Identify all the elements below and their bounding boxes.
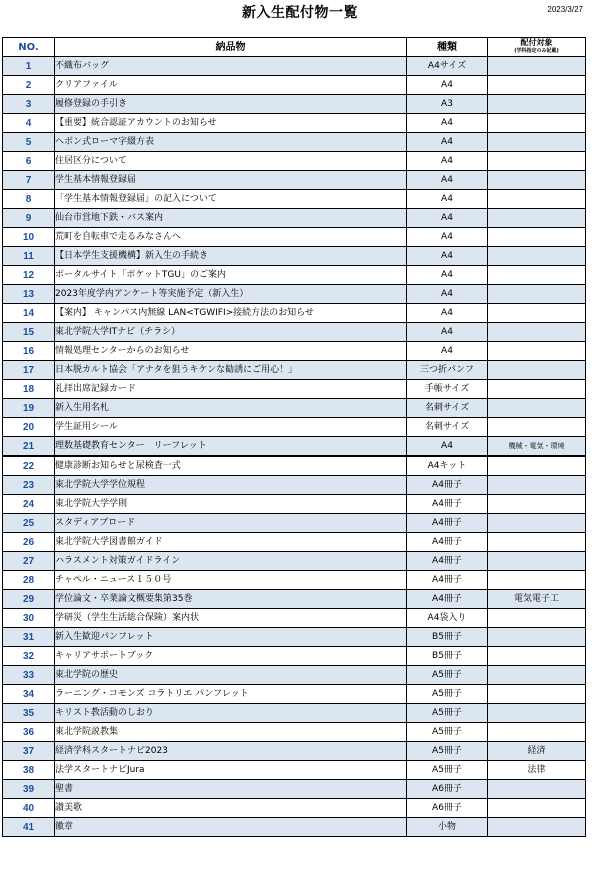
- row-item-kind: A5冊子: [407, 666, 488, 685]
- row-target: [488, 190, 586, 209]
- row-item-kind: 小物: [407, 818, 488, 837]
- row-item-kind: A4: [407, 342, 488, 361]
- row-item-kind: A4冊子: [407, 552, 488, 571]
- row-number: 25: [3, 514, 55, 533]
- table-row: [3, 685, 586, 704]
- row-item-name: 東北学院大学学則: [55, 495, 407, 514]
- distribution-table: [2, 37, 586, 837]
- row-target: [488, 171, 586, 190]
- row-number: 18: [3, 380, 55, 399]
- table-row: [3, 133, 586, 152]
- row-item-name: 東北学院説教集: [55, 723, 407, 742]
- row-item-kind: A4: [407, 247, 488, 266]
- row-item-name: 徽章: [55, 818, 407, 837]
- row-item-name: 学生基本情報登録届: [55, 171, 407, 190]
- row-target: 経済: [488, 742, 586, 761]
- row-item-kind: A4冊子: [407, 514, 488, 533]
- row-number: 4: [3, 114, 55, 133]
- row-item-name: 「学生基本情報登録届」の記入について: [55, 190, 407, 209]
- row-item-name: 仙台市営地下鉄・バス案内: [55, 209, 407, 228]
- row-item-kind: A4: [407, 209, 488, 228]
- table-row: [3, 304, 586, 323]
- table-row: [3, 285, 586, 304]
- table-row: [3, 171, 586, 190]
- row-item-name: 聖書: [55, 780, 407, 799]
- table-body: [3, 57, 586, 837]
- row-target: [488, 647, 586, 666]
- row-target: [488, 609, 586, 628]
- row-number: 32: [3, 647, 55, 666]
- row-item-kind: A5冊子: [407, 704, 488, 723]
- row-target: [488, 456, 586, 476]
- row-item-kind: A4: [407, 437, 488, 457]
- table-row: [3, 495, 586, 514]
- row-target: [488, 399, 586, 418]
- row-number: 2: [3, 76, 55, 95]
- row-target: [488, 704, 586, 723]
- row-item-kind: A4袋入り: [407, 609, 488, 628]
- table-row: [3, 114, 586, 133]
- row-number: 12: [3, 266, 55, 285]
- row-number: 41: [3, 818, 55, 837]
- row-number: 6: [3, 152, 55, 171]
- row-item-kind: 手帳サイズ: [407, 380, 488, 399]
- table-row: [3, 437, 586, 457]
- row-number: 35: [3, 704, 55, 723]
- row-target: [488, 228, 586, 247]
- table-row: [3, 95, 586, 114]
- row-item-kind: A5冊子: [407, 723, 488, 742]
- table-row: [3, 780, 586, 799]
- row-item-name: 【案内】 キャンパス内無線 LAN<TGWIFI>接続方法のお知らせ: [55, 304, 407, 323]
- row-number: 26: [3, 533, 55, 552]
- row-item-name: 学生証用シール: [55, 418, 407, 437]
- row-number: 34: [3, 685, 55, 704]
- row-target: [488, 799, 586, 818]
- row-item-kind: A4冊子: [407, 533, 488, 552]
- table-row: [3, 666, 586, 685]
- table-row: [3, 571, 586, 590]
- row-number: 39: [3, 780, 55, 799]
- table-row: [3, 514, 586, 533]
- row-item-kind: A4: [407, 285, 488, 304]
- row-target: [488, 552, 586, 571]
- row-target: [488, 114, 586, 133]
- row-item-name: チャペル・ニュース１５０号: [55, 571, 407, 590]
- table-row: [3, 380, 586, 399]
- row-item-name: 2023年度学内アンケート等実施予定（新入生）: [55, 285, 407, 304]
- row-target: [488, 323, 586, 342]
- row-item-name: 讃美歌: [55, 799, 407, 818]
- row-item-kind: A6冊子: [407, 799, 488, 818]
- table-row: [3, 323, 586, 342]
- table-row: [3, 799, 586, 818]
- table-row: [3, 818, 586, 837]
- table-row: [3, 761, 586, 780]
- row-number: 7: [3, 171, 55, 190]
- table-row: [3, 342, 586, 361]
- header-item: 納品物: [55, 38, 407, 57]
- row-item-kind: B5冊子: [407, 647, 488, 666]
- row-target: [488, 304, 586, 323]
- row-target: [488, 361, 586, 380]
- row-target: [488, 780, 586, 799]
- row-target: [488, 76, 586, 95]
- row-target: [488, 666, 586, 685]
- table-row: [3, 57, 586, 76]
- row-item-name: 理数基礎教育センター リーフレット: [55, 437, 407, 457]
- row-item-kind: A5冊子: [407, 761, 488, 780]
- table-row: [3, 361, 586, 380]
- row-item-name: 【重要】統合認証アカウントのお知らせ: [55, 114, 407, 133]
- row-item-kind: A4冊子: [407, 571, 488, 590]
- page-title: 新入生配付物一覧: [242, 5, 358, 21]
- row-target: [488, 133, 586, 152]
- row-item-name: キリスト教活動のしおり: [55, 704, 407, 723]
- header-kind: 種類: [407, 38, 488, 57]
- table-row: [3, 628, 586, 647]
- header-no: NO.: [3, 38, 55, 57]
- row-item-name: ラーニング・コモンズ コラトリエ パンフレット: [55, 685, 407, 704]
- row-item-kind: A4冊子: [407, 476, 488, 495]
- row-target: [488, 57, 586, 76]
- row-number: 14: [3, 304, 55, 323]
- row-item-kind: A4: [407, 228, 488, 247]
- row-item-name: 東北学院大学ITナビ（チラシ）: [55, 323, 407, 342]
- table-row: [3, 552, 586, 571]
- row-number: 10: [3, 228, 55, 247]
- row-item-kind: A4キット: [407, 456, 488, 476]
- row-item-name: 経済学科スタートナビ2023: [55, 742, 407, 761]
- row-target: [488, 685, 586, 704]
- row-item-kind: A4: [407, 76, 488, 95]
- row-item-name: 法学スタートナビJura: [55, 761, 407, 780]
- row-target: [488, 533, 586, 552]
- row-number: 28: [3, 571, 55, 590]
- table-row: [3, 190, 586, 209]
- row-item-name: 不織布バッグ: [55, 57, 407, 76]
- table-row: [3, 609, 586, 628]
- row-target: 電気電子工: [488, 590, 586, 609]
- row-number: 9: [3, 209, 55, 228]
- row-number: 23: [3, 476, 55, 495]
- row-item-kind: A4冊子: [407, 590, 488, 609]
- row-item-name: 【日本学生支援機構】新入生の手続き: [55, 247, 407, 266]
- header-target-note: (学科指定のみ記載): [514, 48, 559, 54]
- row-item-kind: A6冊子: [407, 780, 488, 799]
- row-number: 21: [3, 437, 55, 457]
- table-row: [3, 742, 586, 761]
- row-item-name: 日本脱カルト協会「アナタを狙うキケンな勧誘にご用心！」: [55, 361, 407, 380]
- row-target: [488, 285, 586, 304]
- row-target: [488, 266, 586, 285]
- row-target: [488, 95, 586, 114]
- row-number: 20: [3, 418, 55, 437]
- row-target: [488, 514, 586, 533]
- row-number: 11: [3, 247, 55, 266]
- row-item-kind: A3: [407, 95, 488, 114]
- row-number: 38: [3, 761, 55, 780]
- row-item-kind: A5冊子: [407, 685, 488, 704]
- row-item-name: キャリアサポートブック: [55, 647, 407, 666]
- table-row: [3, 209, 586, 228]
- row-number: 40: [3, 799, 55, 818]
- table-row: [3, 704, 586, 723]
- row-item-name: 学位論文・卒業論文概要集第35巻: [55, 590, 407, 609]
- row-item-kind: A4: [407, 171, 488, 190]
- header-target: [488, 38, 586, 57]
- table-row: [3, 76, 586, 95]
- row-target: [488, 342, 586, 361]
- table-row: [3, 476, 586, 495]
- row-target: [488, 152, 586, 171]
- row-item-kind: 三つ折パンフ: [407, 361, 488, 380]
- row-target: [488, 628, 586, 647]
- table-row: [3, 456, 586, 476]
- row-item-kind: A4: [407, 133, 488, 152]
- row-item-kind: A4: [407, 323, 488, 342]
- row-number: 13: [3, 285, 55, 304]
- row-item-name: 礼拝出席記録カード: [55, 380, 407, 399]
- row-item-name: ポータルサイト「ポケットTGU」のご案内: [55, 266, 407, 285]
- row-number: 16: [3, 342, 55, 361]
- row-item-name: 東北学院大学図書館ガイド: [55, 533, 407, 552]
- row-item-name: 情報処理センターからのお知らせ: [55, 342, 407, 361]
- row-number: 33: [3, 666, 55, 685]
- row-item-name: ヘボン式ローマ字綴方表: [55, 133, 407, 152]
- row-item-name: ハラスメント対策ガイドライン: [55, 552, 407, 571]
- table-row: [3, 266, 586, 285]
- row-item-name: 学研災（学生生活総合保険）案内状: [55, 609, 407, 628]
- row-item-kind: 名刺サイズ: [407, 418, 488, 437]
- table-header-row: [3, 38, 586, 57]
- table-row: [3, 152, 586, 171]
- row-number: 15: [3, 323, 55, 342]
- row-number: 5: [3, 133, 55, 152]
- row-target: [488, 495, 586, 514]
- row-target: [488, 418, 586, 437]
- row-number: 37: [3, 742, 55, 761]
- row-target: 機械・電気・環境: [488, 437, 586, 457]
- row-item-kind: A4: [407, 266, 488, 285]
- row-number: 31: [3, 628, 55, 647]
- row-item-name: 東北学院大学学位規程: [55, 476, 407, 495]
- row-item-kind: B5冊子: [407, 628, 488, 647]
- row-item-name: 新入生用名札: [55, 399, 407, 418]
- row-item-name: 健康診断お知らせと尿検査一式: [55, 456, 407, 476]
- row-item-kind: A4: [407, 114, 488, 133]
- row-number: 8: [3, 190, 55, 209]
- row-target: [488, 380, 586, 399]
- row-number: 24: [3, 495, 55, 514]
- table-row: [3, 228, 586, 247]
- row-number: 1: [3, 57, 55, 76]
- row-number: 19: [3, 399, 55, 418]
- row-target: [488, 723, 586, 742]
- row-target: [488, 247, 586, 266]
- row-item-kind: 名刺サイズ: [407, 399, 488, 418]
- row-item-kind: A5冊子: [407, 742, 488, 761]
- row-number: 17: [3, 361, 55, 380]
- row-item-kind: A4: [407, 304, 488, 323]
- row-number: 36: [3, 723, 55, 742]
- row-target: [488, 209, 586, 228]
- table-row: [3, 533, 586, 552]
- row-target: 法律: [488, 761, 586, 780]
- row-item-name: 履修登録の手引き: [55, 95, 407, 114]
- row-item-name: スタディアブロード: [55, 514, 407, 533]
- row-item-name: 東北学院の歴史: [55, 666, 407, 685]
- row-item-kind: A4サイズ: [407, 57, 488, 76]
- row-item-name: 荒町を自転車で走るみなさんへ: [55, 228, 407, 247]
- table-row: [3, 590, 586, 609]
- row-item-kind: A4冊子: [407, 495, 488, 514]
- row-number: 30: [3, 609, 55, 628]
- table-row: [3, 647, 586, 666]
- row-target: [488, 571, 586, 590]
- row-item-name: 新入生歓迎パンフレット: [55, 628, 407, 647]
- row-target: [488, 476, 586, 495]
- row-target: [488, 818, 586, 837]
- table-row: [3, 399, 586, 418]
- row-number: 3: [3, 95, 55, 114]
- table-row: [3, 418, 586, 437]
- table-row: [3, 247, 586, 266]
- row-item-kind: A4: [407, 152, 488, 171]
- row-number: 29: [3, 590, 55, 609]
- table-row: [3, 723, 586, 742]
- document-date: 2023/3/27: [547, 5, 583, 14]
- row-number: 22: [3, 456, 55, 476]
- row-item-kind: A4: [407, 190, 488, 209]
- row-item-name: 住居区分について: [55, 152, 407, 171]
- header-target-title: 配付対象: [520, 38, 553, 47]
- row-number: 27: [3, 552, 55, 571]
- row-item-name: クリアファイル: [55, 76, 407, 95]
